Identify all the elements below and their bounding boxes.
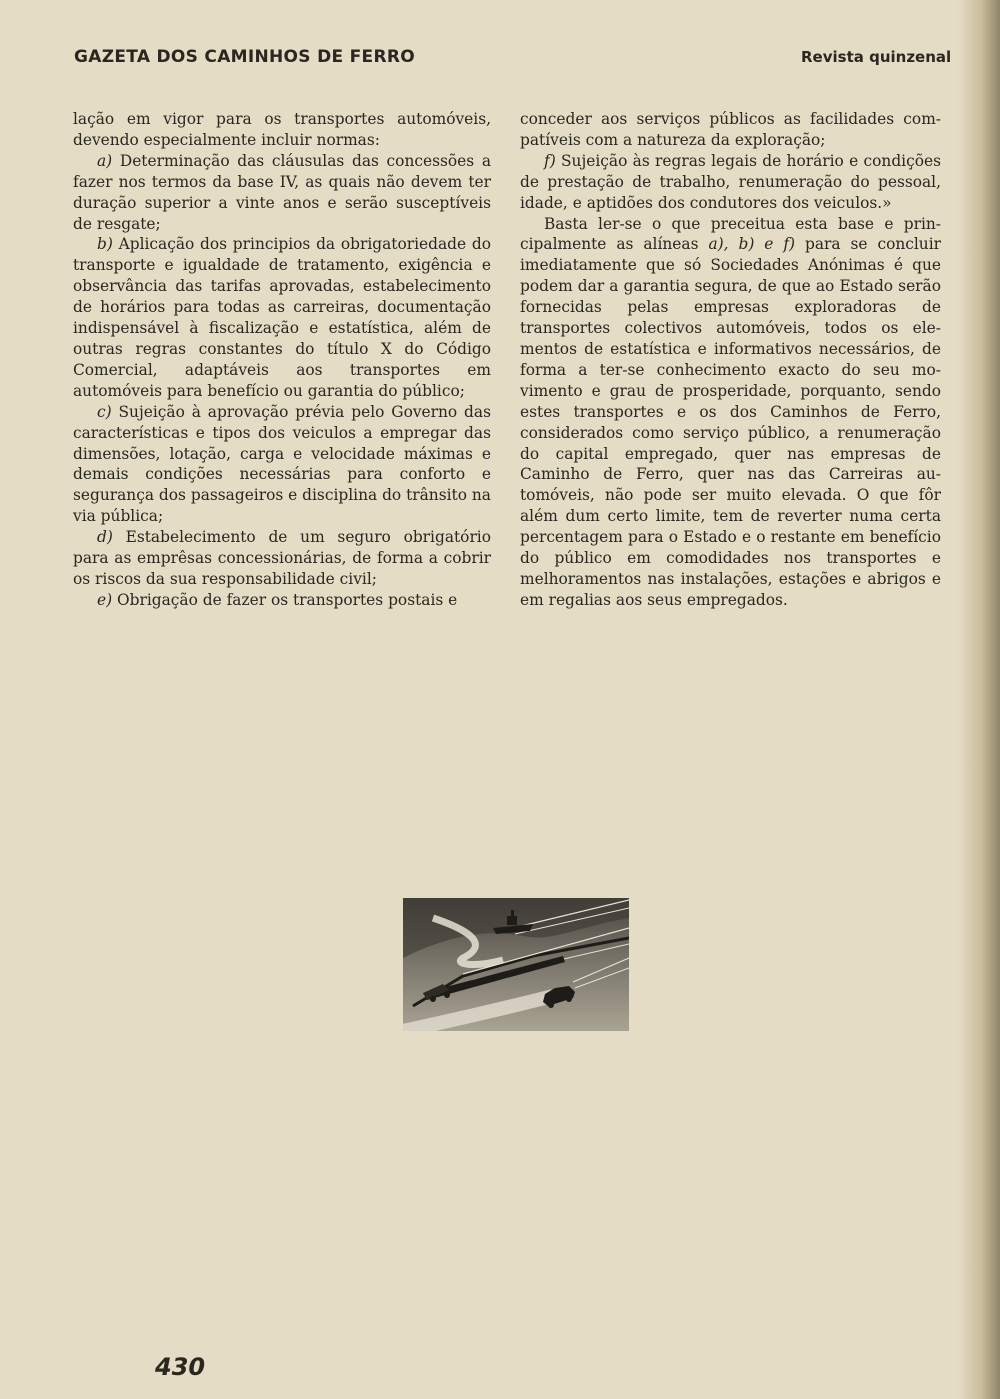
- commentary-ref-ef: e f): [764, 235, 796, 254]
- commentary-ref-a: a),: [708, 235, 729, 254]
- clause-d-text: Estabelecimento de um seguro obrigatório para as emprêsas concessionárias, de forma a cobrir os riscos da sua responsabilidade civil;: [73, 528, 491, 588]
- clause-b-text: Aplicação dos principios da obrigatoriedade do transporte e igualdade de tratamento, exigência e observância das tarifas aprovadas, estabelecimento de horários para todas as carreiras, documentação indispensável à fiscalização e estatística, além de outras regras constantes do título X do Código Comercial, adaptáveis aos transportes em automóveis para benefício ou garantia do público;: [73, 235, 491, 400]
- clause-c-text: Sujeição à aprovação prévia pelo Governo das características e tipos dos veiculos a empregar das dimensões, lotação, carga e velocidade máximas e demais condições necessárias para conforto e segurança dos passageiros e disciplina do trânsito na via pública;: [73, 402, 491, 526]
- page-edge-shadow: [958, 0, 1000, 1399]
- clause-a: [73, 151, 491, 235]
- clause-e-continuation: conceder aos serviços públicos as facilidades compatíveis com a natureza da exploração;: [520, 110, 941, 149]
- clause-f-text: Sujeição às regras legais de horário e condições de prestação de trabalho, renumeração do pessoal, idade, e aptidões dos condutores dos veiculos.»: [520, 151, 941, 212]
- left-column: [73, 109, 491, 611]
- commentary-text-3: [754, 235, 764, 253]
- journal-title: GAZETA DOS CAMINHOS DE FERRO: [74, 47, 415, 67]
- clause-c: [73, 402, 491, 527]
- clause-a-text: Determinação das cláusulas das concessões a fazer nos termos da base IV, as quais não devem ter duração superior a vinte anos e serão susceptíveis de resgate;: [73, 151, 491, 233]
- clause-b: [73, 234, 491, 401]
- clause-e-text: Obrigação de fazer os transportes postais e: [112, 590, 458, 609]
- commentary-ref-b: b): [738, 235, 755, 254]
- clause-f-label: f): [544, 151, 556, 170]
- clause-e: [73, 590, 491, 611]
- clause-a-label: a): [97, 151, 113, 170]
- intro-paragraph: lação em vigor para os transportes automóveis, devendo especialmente incluir normas:: [73, 110, 491, 149]
- clause-c-label: c): [97, 402, 112, 421]
- clause-e-label: e): [97, 590, 113, 609]
- clause-d-label: d): [97, 528, 113, 547]
- commentary-text-2: [729, 235, 739, 253]
- transport-illustration: [403, 898, 629, 1031]
- clause-d: [73, 527, 491, 590]
- clause-b-label: b): [97, 235, 113, 254]
- right-column: [520, 109, 941, 611]
- page-number: 430: [155, 1353, 206, 1381]
- commentary-text-4: para se concluir imediatamente que só Sociedades Anónimas é que podem dar a garantia segura, de que ao Estado serão fornecidas pelas empresas exploradoras de transportes colectivos automóveis, todos os elementos de estatística e informativos necessários, de forma a ter-se conhecimento exacto do seu movimento e grau de prosperidade, porquanto, sendo estes transportes e os dos Caminhos de Ferro, considerados como serviço público, a renumeração do capital empregado, quer nas empresas de Caminho de Ferro, quer nas das Carreiras automóveis, não pode ser muito elevada. O que fôr além dum certo limite, tem de reverter numa certa percentagem para o Estado e o restante em benefício do público em comodidades nos transportes e melhoramentos nas instalações, estações e abrigos e em regalias aos seus empregados.: [520, 235, 941, 609]
- commentary-paragraph: [520, 214, 941, 611]
- journal-subtitle: Revista quinzenal: [801, 48, 952, 66]
- commentary-text-1: Basta ler-se o que preceitua esta base e principalmente as alíneas: [520, 214, 941, 254]
- clause-f: [520, 151, 941, 214]
